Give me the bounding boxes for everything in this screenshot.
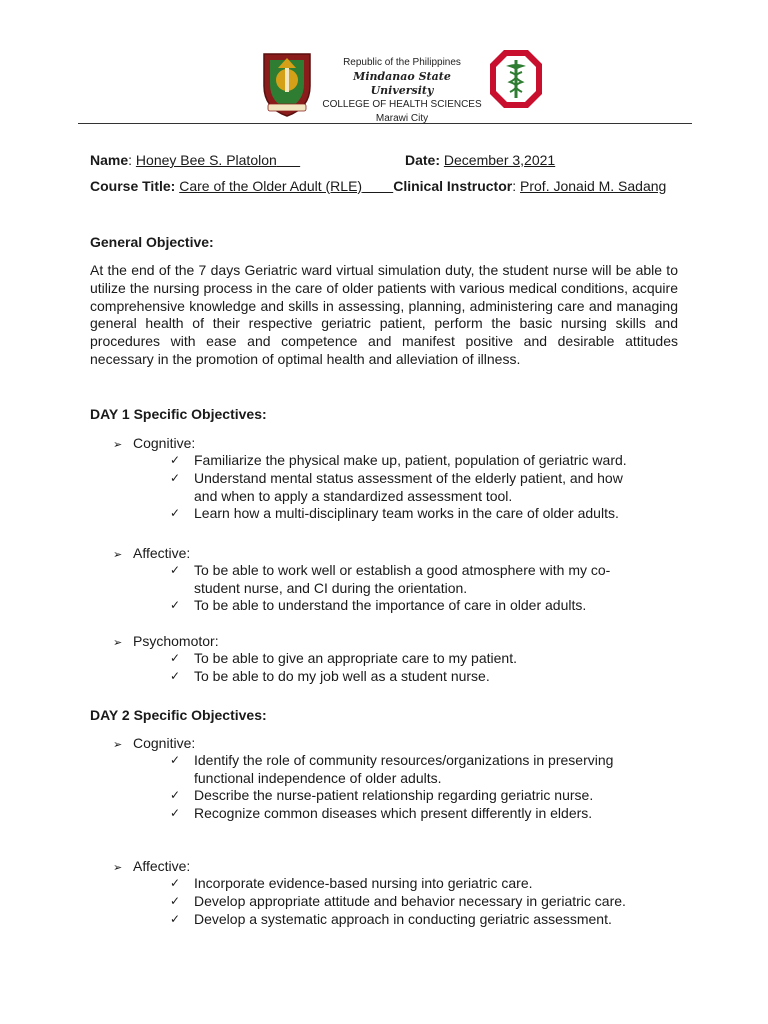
general-objective-text: At the end of the 7 days Geriatric ward virtual simulation duty, the student nurse will be able to utilize the nursing process in the care of older patients with various medical conditions, acquire comprehensive knowledge and skills in assessing, planning, administering care and managing general health of their respective geriatric patient, perform the basic nursing skills and procedures with ease and competence and manifest positive and desirable attitudes necessary in the promotion of optimal health and alleviation of illness. <box>90 262 678 367</box>
course-value: Care of the Older Adult (RLE) <box>179 178 363 194</box>
header-university: Mindanao State University <box>353 70 451 97</box>
arrow-bullet-icon: ➢ <box>113 439 123 451</box>
document-header <box>0 40 768 124</box>
date-label: Date: <box>405 152 441 168</box>
instructor-value: Prof. Jonaid M. Sadang <box>520 178 667 194</box>
day1-cognitive-heading: ➢ Cognitive: <box>113 434 195 454</box>
list-item: ✓ Incorporate evidence-based nursing into geriatric care. <box>170 875 533 891</box>
arrow-bullet-icon: ➢ <box>113 549 123 561</box>
header-text-block <box>322 56 482 126</box>
checkmark-icon: ✓ <box>170 506 181 520</box>
checkmark-icon: ✓ <box>170 563 181 577</box>
checkmark-icon: ✓ <box>170 876 181 890</box>
checkmark-icon: ✓ <box>170 912 181 926</box>
day2-title: DAY 2 Specific Objectives: <box>90 707 267 723</box>
instructor-label: Clinical Instructor <box>393 178 513 194</box>
name-row: Name: Honey Bee S. Platolon <box>90 152 277 168</box>
date-value: December 3,2021 <box>443 152 556 168</box>
list-item: ✓ Familiarize the physical make up, patient, population of geriatric ward. <box>170 452 627 468</box>
checkmark-icon: ✓ <box>170 453 181 467</box>
checkmark-icon: ✓ <box>170 471 181 485</box>
checkmark-icon: ✓ <box>170 753 181 767</box>
arrow-bullet-icon: ➢ <box>113 739 123 751</box>
list-item: ✓ Learn how a multi-disciplinary team works in the care of older adults. <box>170 505 619 521</box>
day1-psychomotor-heading: ➢ Psychomotor: <box>113 632 219 652</box>
list-item: ✓ Develop appropriate attitude and behavior necessary in geriatric care. <box>170 893 626 909</box>
caduceus-emblem-icon <box>488 48 544 110</box>
course-label: Course Title: <box>90 178 176 194</box>
list-item: ✓ Recognize common diseases which present differently in elders. <box>170 805 593 821</box>
checkmark-icon: ✓ <box>170 788 181 802</box>
header-republic: Republic of the Philippines <box>343 57 461 68</box>
name-label: Name <box>90 152 129 168</box>
list-item: ✓ To be able to work well or establish a good atmosphere with my co-student nurse, and CI during the orientation. <box>170 562 611 596</box>
day1-title: DAY 1 Specific Objectives: <box>90 406 267 422</box>
arrow-bullet-icon: ➢ <box>113 637 123 649</box>
header-city: Marawi City <box>375 113 429 124</box>
header-college: COLLEGE OF HEALTH SCIENCES <box>322 99 482 110</box>
checkmark-icon: ✓ <box>170 598 181 612</box>
date-row <box>405 151 555 169</box>
checkmark-icon: ✓ <box>170 669 181 683</box>
list-item: ✓ To be able to give an appropriate care to my patient. <box>170 650 517 666</box>
arrow-bullet-icon: ➢ <box>113 862 123 874</box>
university-seal-icon <box>258 46 316 118</box>
day2-affective-heading: ➢ Affective: <box>113 857 190 877</box>
list-item: ✓ Develop a systematic approach in conducting geriatric assessment. <box>170 911 612 927</box>
list-item: ✓ Describe the nurse-patient relationship regarding geriatric nurse. <box>170 787 594 803</box>
list-item: ✓ To be able to do my job well as a student nurse. <box>170 668 490 684</box>
name-value: Honey Bee S. Platolon <box>135 152 277 168</box>
list-item: ✓ Understand mental status assessment of the elderly patient, and how and when to apply a standardized assessment tool. <box>170 470 623 504</box>
checkmark-icon: ✓ <box>170 806 181 820</box>
checkmark-icon: ✓ <box>170 651 181 665</box>
day1-affective-heading: ➢ Affective: <box>113 544 190 564</box>
list-item: ✓ Identify the role of community resources/organizations in preserving functional independence of older adults. <box>170 752 614 786</box>
course-row: Course Title: Care of the Older Adult (RLE) Clinical Instructor: Prof. Jonaid M. Sadang <box>90 178 667 194</box>
header-divider <box>78 123 692 124</box>
day2-cognitive-heading: ➢ Cognitive: <box>113 734 195 754</box>
general-objective-title: General Objective: <box>90 234 214 250</box>
checkmark-icon: ✓ <box>170 894 181 908</box>
list-item: ✓ To be able to understand the importance of care in older adults. <box>170 597 587 613</box>
